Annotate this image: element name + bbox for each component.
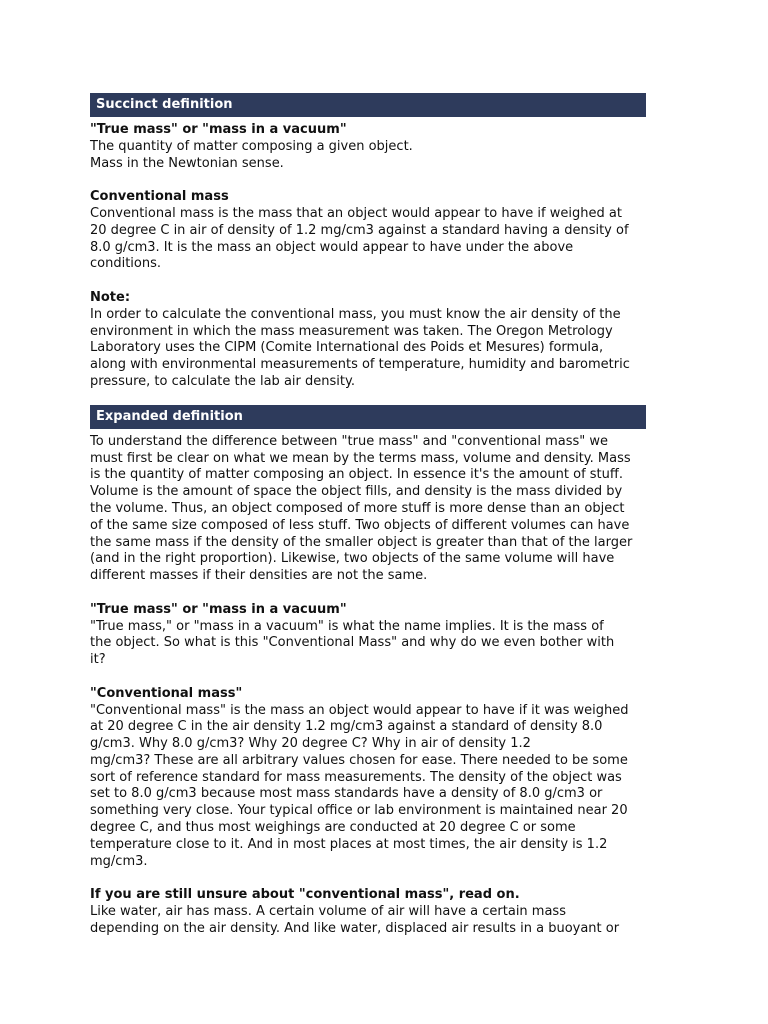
text-line: 8.0 g/cm3. It is the mass an object would appear to have under the above: [90, 239, 574, 255]
text-line: (and in the right proportion). Likewise, two objects of the same volume will have: [90, 551, 615, 567]
text-line: "True mass," or "mass in a vacuum" is what the name implies. It is the mass of: [90, 618, 604, 634]
block-heading: If you are still unsure about "conventional mass", read on.: [90, 887, 520, 903]
block-conventional-mass-expanded: [90, 686, 646, 871]
block-heading: "True mass" or "mass in a vacuum": [90, 122, 347, 137]
text-line: the object. So what is this "Conventional Mass" and why do we even bother with: [90, 635, 615, 651]
text-line: something very close. Your typical office or lab environment is maintained near 20: [90, 803, 628, 819]
text-line: "Conventional mass" is the mass an object would appear to have if it was weighed: [90, 702, 629, 718]
text-line: along with environmental measurements of temperature, humidity and barometric: [90, 357, 630, 373]
text-line: must first be clear on what we mean by the terms mass, volume and density. Mass: [90, 450, 631, 466]
block-heading: Conventional mass: [90, 189, 229, 205]
text-line: at 20 degree C in the air density 1.2 mg/cm3 against a standard of density 8.0: [90, 719, 603, 735]
block-intro: [90, 434, 646, 585]
text-line: To understand the difference between "true mass" and "conventional mass" we: [90, 433, 609, 449]
text-line: set to 8.0 g/cm3 because most mass standards have a density of 8.0 g/cm3 or: [90, 786, 603, 802]
text-line: g/cm3. Why 8.0 g/cm3? Why 20 degree C? Why in air of density 1.2: [90, 736, 531, 752]
block-true-mass-expanded: [90, 602, 646, 669]
text-line: Conventional mass is the mass that an object would appear to have if weighed at: [90, 205, 622, 221]
text-line: mg/cm3? These are all arbitrary values chosen for ease. There needed to be some: [90, 752, 628, 768]
text-line: Laboratory uses the CIPM (Comite International des Poids et Mesures) formula,: [90, 340, 604, 356]
text-line: The quantity of matter composing a given object.: [90, 138, 413, 154]
text-line: In order to calculate the conventional mass, you must know the air density of the: [90, 306, 621, 322]
block-heading: "Conventional mass": [90, 685, 243, 701]
text-line: conditions.: [90, 256, 162, 272]
text-line: Volume is the amount of space the object fills, and density is the mass divided by: [90, 484, 623, 500]
text-line: depending on the air density. And like water, displaced air results in a buoyant or: [90, 920, 620, 936]
text-line: different masses if their densities are not the same.: [90, 568, 428, 584]
text-line: it?: [90, 652, 106, 668]
block-conventional-mass: [90, 189, 646, 273]
text-line: Like water, air has mass. A certain volume of air will have a certain mass: [90, 904, 566, 920]
text-line: pressure, to calculate the lab air density.: [90, 373, 355, 389]
block-note: [90, 290, 646, 391]
text-line: sort of reference standard for mass measurements. The density of the object was: [90, 769, 622, 785]
block-still-unsure: [90, 887, 646, 937]
text-line: degree C, and thus most weighings are conducted at 20 degree C or some: [90, 820, 576, 836]
section-header-expanded-definition: Expanded definition: [90, 405, 646, 429]
text-line: of the same size composed of less stuff. Two objects of different volumes can have: [90, 517, 630, 533]
document-page: [90, 93, 646, 938]
text-line: is the quantity of matter composing an object. In essence it's the amount of stuff.: [90, 467, 623, 483]
block-heading: Note:: [90, 289, 131, 305]
text-line: the same mass if the density of the smaller object is greater than that of the larger: [90, 534, 633, 550]
text-line: Mass in the Newtonian sense.: [90, 155, 284, 171]
block-true-mass: [90, 122, 646, 172]
text-line: mg/cm3.: [90, 853, 148, 869]
section-header-succinct-definition: Succinct definition: [90, 93, 646, 117]
text-line: 20 degree C in air of density of 1.2 mg/cm3 against a standard having a density of: [90, 222, 629, 238]
block-heading: "True mass" or "mass in a vacuum": [90, 601, 347, 617]
text-line: environment in which the mass measurement was taken. The Oregon Metrology: [90, 323, 613, 339]
text-line: temperature close to it. And in most places at most times, the air density is 1.2: [90, 836, 608, 852]
text-line: the volume. Thus, an object composed of more stuff is more dense than an object: [90, 500, 625, 516]
